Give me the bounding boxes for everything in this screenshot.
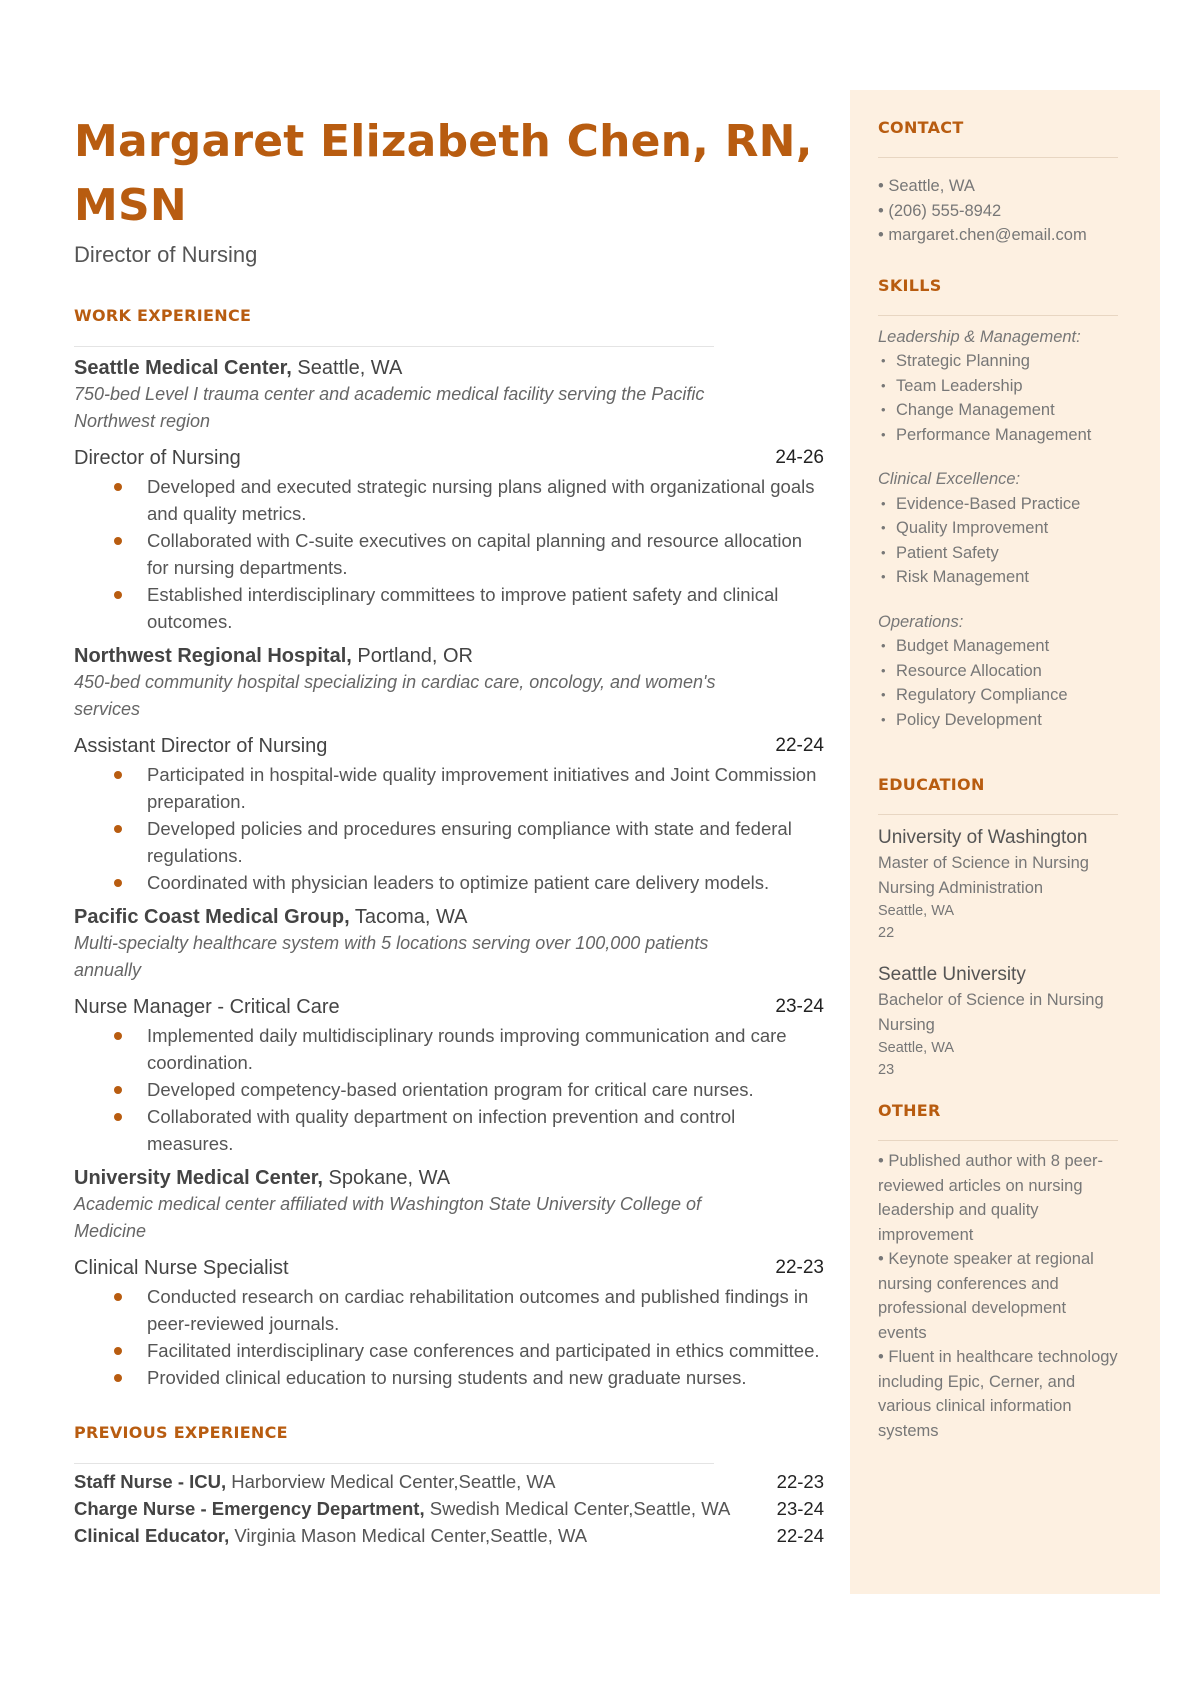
company-description: Academic medical center affiliated with Washington State University College of Medicine xyxy=(74,1194,701,1241)
previous-role-place: Harborview Medical Center,Seattle, WA xyxy=(226,1471,556,1492)
previous-role-dates: 22-23 xyxy=(776,1471,824,1492)
other-item: • Keynote speaker at regional nursing conferences and professional development events xyxy=(878,1250,1094,1342)
section-divider xyxy=(878,315,1118,316)
job-entry xyxy=(74,643,824,896)
previous-role-place: Swedish Medical Center,Seattle, WA xyxy=(424,1498,731,1519)
company-line xyxy=(74,1165,824,1191)
skill-item: • Team Leadership xyxy=(878,374,1118,399)
school-name: University of Washington xyxy=(878,827,1088,848)
other-list xyxy=(878,1149,1118,1443)
education-list xyxy=(878,825,1118,1081)
achievement-item: Established interdisciplinary committees to improve patient safety and clinical outcomes. xyxy=(74,581,824,635)
skill-category: Clinical Excellence: xyxy=(878,470,1021,488)
company-name: Seattle Medical Center, xyxy=(74,357,292,379)
graduation-year: 22 xyxy=(878,925,895,941)
skill-item: • Change Management xyxy=(878,398,1118,423)
school-location: Seattle, WA xyxy=(878,903,955,919)
previous-role-dates: 22-24 xyxy=(776,1525,824,1546)
company-line xyxy=(74,904,824,930)
other-item: • Published author with 8 peer-reviewed articles on nursing leadership and quality improvement xyxy=(878,1152,1103,1244)
achievement-item: Developed and executed strategic nursing plans aligned with organizational goals and quality metrics. xyxy=(74,473,824,527)
company-location: Spokane, WA xyxy=(322,1167,451,1189)
company-location: Portland, OR xyxy=(351,645,473,667)
skill-group xyxy=(878,325,1118,448)
role-dates: 22-23 xyxy=(775,1257,824,1278)
section-divider xyxy=(74,1463,714,1464)
achievement-item: Collaborated with quality department on infection prevention and control measures. xyxy=(74,1103,824,1157)
role-title: Assistant Director of Nursing xyxy=(74,735,328,757)
school-name: Seattle University xyxy=(878,964,1026,985)
role-title: Director of Nursing xyxy=(74,447,241,469)
contact-item: • Seattle, WA xyxy=(878,177,975,195)
contact-item: • margaret.chen@email.com xyxy=(878,226,1087,244)
role-title: Clinical Nurse Specialist xyxy=(74,1257,289,1279)
achievement-item: Facilitated interdisciplinary case conferences and participated in ethics committee. xyxy=(74,1337,824,1364)
role-row xyxy=(74,1255,824,1281)
company-name: Pacific Coast Medical Group, xyxy=(74,906,350,928)
achievement-item: Developed policies and procedures ensuring compliance with state and federal regulations. xyxy=(74,815,824,869)
achievement-list xyxy=(74,1022,824,1157)
degree: Bachelor of Science in Nursing xyxy=(878,991,1104,1009)
previous-role-row xyxy=(74,1522,824,1549)
graduation-year: 23 xyxy=(878,1062,895,1078)
achievement-item: Developed competency-based orientation program for critical care nurses. xyxy=(74,1076,824,1103)
role-dates: 23-24 xyxy=(775,996,824,1017)
role-row xyxy=(74,733,824,759)
candidate-name: Margaret Elizabeth Chen, RN, MSN xyxy=(74,116,813,231)
previous-role xyxy=(74,1495,730,1522)
company-description: 750-bed Level I trauma center and academic medical facility serving the Pacific Northwest region xyxy=(74,384,705,431)
role-title: Nurse Manager - Critical Care xyxy=(74,996,340,1018)
other-heading: OTHER xyxy=(878,1101,941,1120)
section-divider xyxy=(878,1140,1118,1141)
skills-list xyxy=(878,325,1118,733)
previous-role-title: Charge Nurse - Emergency Department, xyxy=(74,1498,425,1519)
achievement-item: Collaborated with C-suite executives on capital planning and resource allocation for nursing departments. xyxy=(74,527,824,581)
achievement-item: Implemented daily multidisciplinary rounds improving communication and care coordination. xyxy=(74,1022,824,1076)
role-dates: 24-26 xyxy=(775,447,824,468)
company-name: University Medical Center, xyxy=(74,1167,323,1189)
previous-role xyxy=(74,1522,587,1549)
company-description: Multi-specialty healthcare system with 5 locations serving over 100,000 patients annually xyxy=(74,933,709,980)
achievement-list xyxy=(74,761,824,896)
skill-group xyxy=(878,467,1118,590)
previous-experience-heading: PREVIOUS EXPERIENCE xyxy=(74,1423,288,1442)
contact-heading: CONTACT xyxy=(878,118,964,137)
achievement-item: Coordinated with physician leaders to optimize patient care delivery models. xyxy=(74,869,824,896)
field-of-study: Nursing xyxy=(878,1015,935,1034)
skill-items xyxy=(878,634,1118,732)
section-divider xyxy=(74,346,714,347)
company-location: Tacoma, WA xyxy=(349,906,468,928)
company-line xyxy=(74,355,824,381)
achievement-list xyxy=(74,1283,824,1391)
skill-item: • Performance Management xyxy=(878,423,1118,448)
company-name: Northwest Regional Hospital, xyxy=(74,645,352,667)
previous-role-row xyxy=(74,1468,824,1495)
job-entry xyxy=(74,355,824,635)
skill-item: • Budget Management xyxy=(878,634,1118,659)
skill-item: • Quality Improvement xyxy=(878,516,1118,541)
previous-role-title: Clinical Educator, xyxy=(74,1525,230,1546)
section-divider xyxy=(878,814,1118,815)
skill-item: • Patient Safety xyxy=(878,541,1118,566)
skill-items xyxy=(878,349,1118,447)
education-heading: EDUCATION xyxy=(878,775,985,794)
contact-item: • (206) 555-8942 xyxy=(878,201,1002,220)
skill-item: • Regulatory Compliance xyxy=(878,683,1118,708)
work-experience-list xyxy=(74,355,824,1391)
previous-role-row xyxy=(74,1495,824,1522)
role-row xyxy=(74,445,824,471)
skill-item: • Risk Management xyxy=(878,565,1118,590)
field-of-study: Nursing Administration xyxy=(878,878,1044,897)
skill-item: • Policy Development xyxy=(878,708,1118,733)
job-entry xyxy=(74,904,824,1157)
role-dates: 22-24 xyxy=(775,735,824,756)
job-entry xyxy=(74,1165,824,1391)
role-row xyxy=(74,994,824,1020)
company-line xyxy=(74,643,824,669)
other-item: • Fluent in healthcare technology including Epic, Cerner, and various clinical information systems xyxy=(878,1348,1118,1440)
previous-role-dates: 23-24 xyxy=(776,1498,824,1519)
skills-heading: SKILLS xyxy=(878,275,942,295)
contact-list xyxy=(878,174,1118,248)
skill-group xyxy=(878,610,1118,733)
skill-item: • Strategic Planning xyxy=(878,349,1118,374)
achievement-item: Conducted research on cardiac rehabilitation outcomes and published findings in peer-reviewed journals. xyxy=(74,1283,824,1337)
section-divider xyxy=(878,157,1118,158)
sidebar xyxy=(850,90,1160,1594)
skill-category: Operations: xyxy=(878,612,964,631)
skill-item: • Resource Allocation xyxy=(878,659,1118,684)
previous-role-title: Staff Nurse - ICU, xyxy=(74,1471,227,1492)
company-description: 450-bed community hospital specializing in cardiac care, oncology, and women's services xyxy=(74,672,716,719)
degree: Master of Science in Nursing xyxy=(878,854,1089,872)
skill-item: • Evidence-Based Practice xyxy=(878,492,1118,517)
company-location: Seattle, WA xyxy=(291,357,403,379)
job-title: Director of Nursing xyxy=(74,242,258,267)
achievement-list xyxy=(74,473,824,635)
skill-items xyxy=(878,492,1118,590)
previous-experience-list xyxy=(74,1468,824,1549)
school-location: Seattle, WA xyxy=(878,1040,955,1056)
previous-role xyxy=(74,1468,556,1495)
education-entry xyxy=(878,962,1118,1081)
skill-category: Leadership & Management: xyxy=(878,327,1081,346)
achievement-item: Participated in hospital-wide quality improvement initiatives and Joint Commission preparation. xyxy=(74,761,824,815)
work-experience-heading: WORK EXPERIENCE xyxy=(74,306,252,325)
achievement-item: Provided clinical education to nursing students and new graduate nurses. xyxy=(74,1364,824,1391)
education-entry xyxy=(878,825,1118,944)
previous-role-place: Virginia Mason Medical Center,Seattle, WA xyxy=(229,1525,588,1546)
main-column xyxy=(74,110,824,1549)
